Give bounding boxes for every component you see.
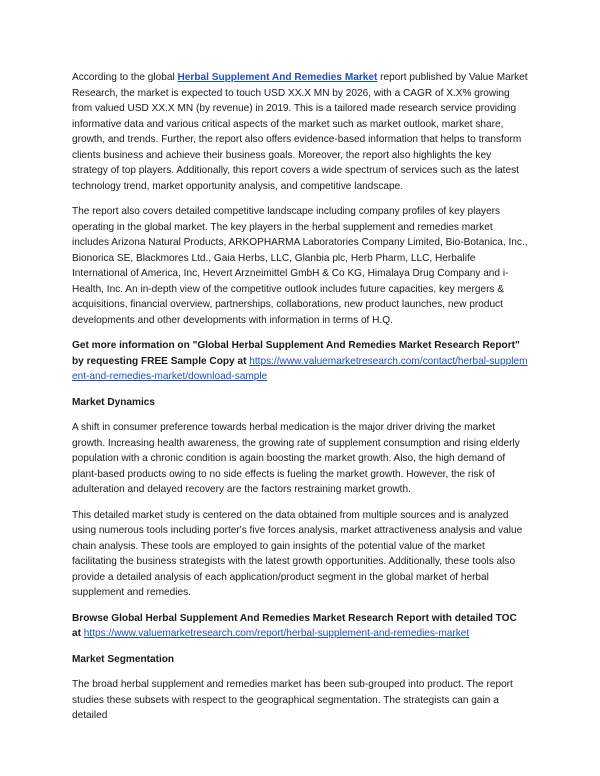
market-study-paragraph: This detailed market study is centered on the data obtained from multiple sources and is analyzed using numerous tools including porter's five forces analysis, market attractiveness analysis and value chain analysis. These tools are employed to gain insights of the potential value of the market facilitating the business strategists with the latest growth opportunities. Additionally, these tools also provide a detailed analysis of each application/product segment in the global market of herbal supplement and remedies. (72, 509, 523, 598)
sample-cta-paragraph (72, 338, 528, 385)
market-dynamics-paragraph: A shift in consumer preference towards herbal medication is the major driver driving the market growth. Increasing health awareness, the growing rate of supplement consumption and rising elderly population with a chronic condition is again boosting the market growth. Also, the high demand of plant-based products owing to no side effects is fueling the market growth. However, the risk of adulteration and delayed recovery are the factors restraining market growth. (72, 422, 520, 495)
market-dynamics-heading: Market Dynamics (72, 396, 156, 408)
intro-paragraph (72, 70, 528, 194)
toc-cta-text: Browse Global Herbal Supplement And Remedies Market Research Report with detailed TOC at (72, 612, 517, 639)
intro-prefix: According to the global (72, 72, 178, 83)
competitive-landscape-paragraph: The report also covers detailed competitive landscape including company profiles of key players operating in the global market. The key players in the herbal supplement and remedies market includes Arizona Natural Products, ARKOPHARMA Laboratories Company Limited, Bio-Botanica, Inc., Bionorica SE, Blackmores Ltd., Gaia Herbs, LLC, Glanbia plc, Herb Pharm, LLC, Herbalife International of America, Inc, Hevert Arzneimittel GmbH & Co KG, Himalaya Drug Company and i-Health, Inc. An in-depth view of the competitive outlook includes future capacities, key mergers & acquisitions, financial overview, partnerships, collaborations, new product launches, new product developments and other developments with information in terms of H.Q. (72, 206, 528, 326)
sample-cta-text: Get more information on "Global Herbal Supplement And Remedies Market Research Report" by requesting FREE Sample Copy at (72, 340, 520, 367)
intro-suffix: report published by Value Market Research, the market is expected to touch USD XX.X MN by 2026, with a CAGR of X.X% growing from valued USD XX.X MN (by revenue) in 2019. This is a tailored made research service providing informative data and various critical aspects of the market such as market outlook, market share, growth, and trends. Further, the report also offers evidence-based information that helps to transform clients business and achieve their business goals. Moreover, the report also highlights the key strategy of top players. Additionally, this report covers a wide spectrum of services such as the latest technology trend, market opportunity analysis, and competitive landscape. (72, 72, 528, 192)
report-toc-link[interactable]: https://www.valuemarketresearch.com/report/herbal-supplement-and-remedies-market (83, 628, 470, 639)
market-segmentation-heading: Market Segmentation (72, 653, 175, 665)
market-segmentation-paragraph: The broad herbal supplement and remedies market has been sub-grouped into product. The report studies these subsets with respect to the geographical segmentation. The strategists can gain a detailed (72, 679, 513, 721)
download-sample-link[interactable]: https://www.valuemarketresearch.com/contact/herbal-supplement-and-remedies-market/download-sample (72, 355, 528, 382)
toc-cta-paragraph (72, 611, 528, 642)
market-report-link[interactable]: Herbal Supplement And Remedies Market (177, 72, 378, 83)
